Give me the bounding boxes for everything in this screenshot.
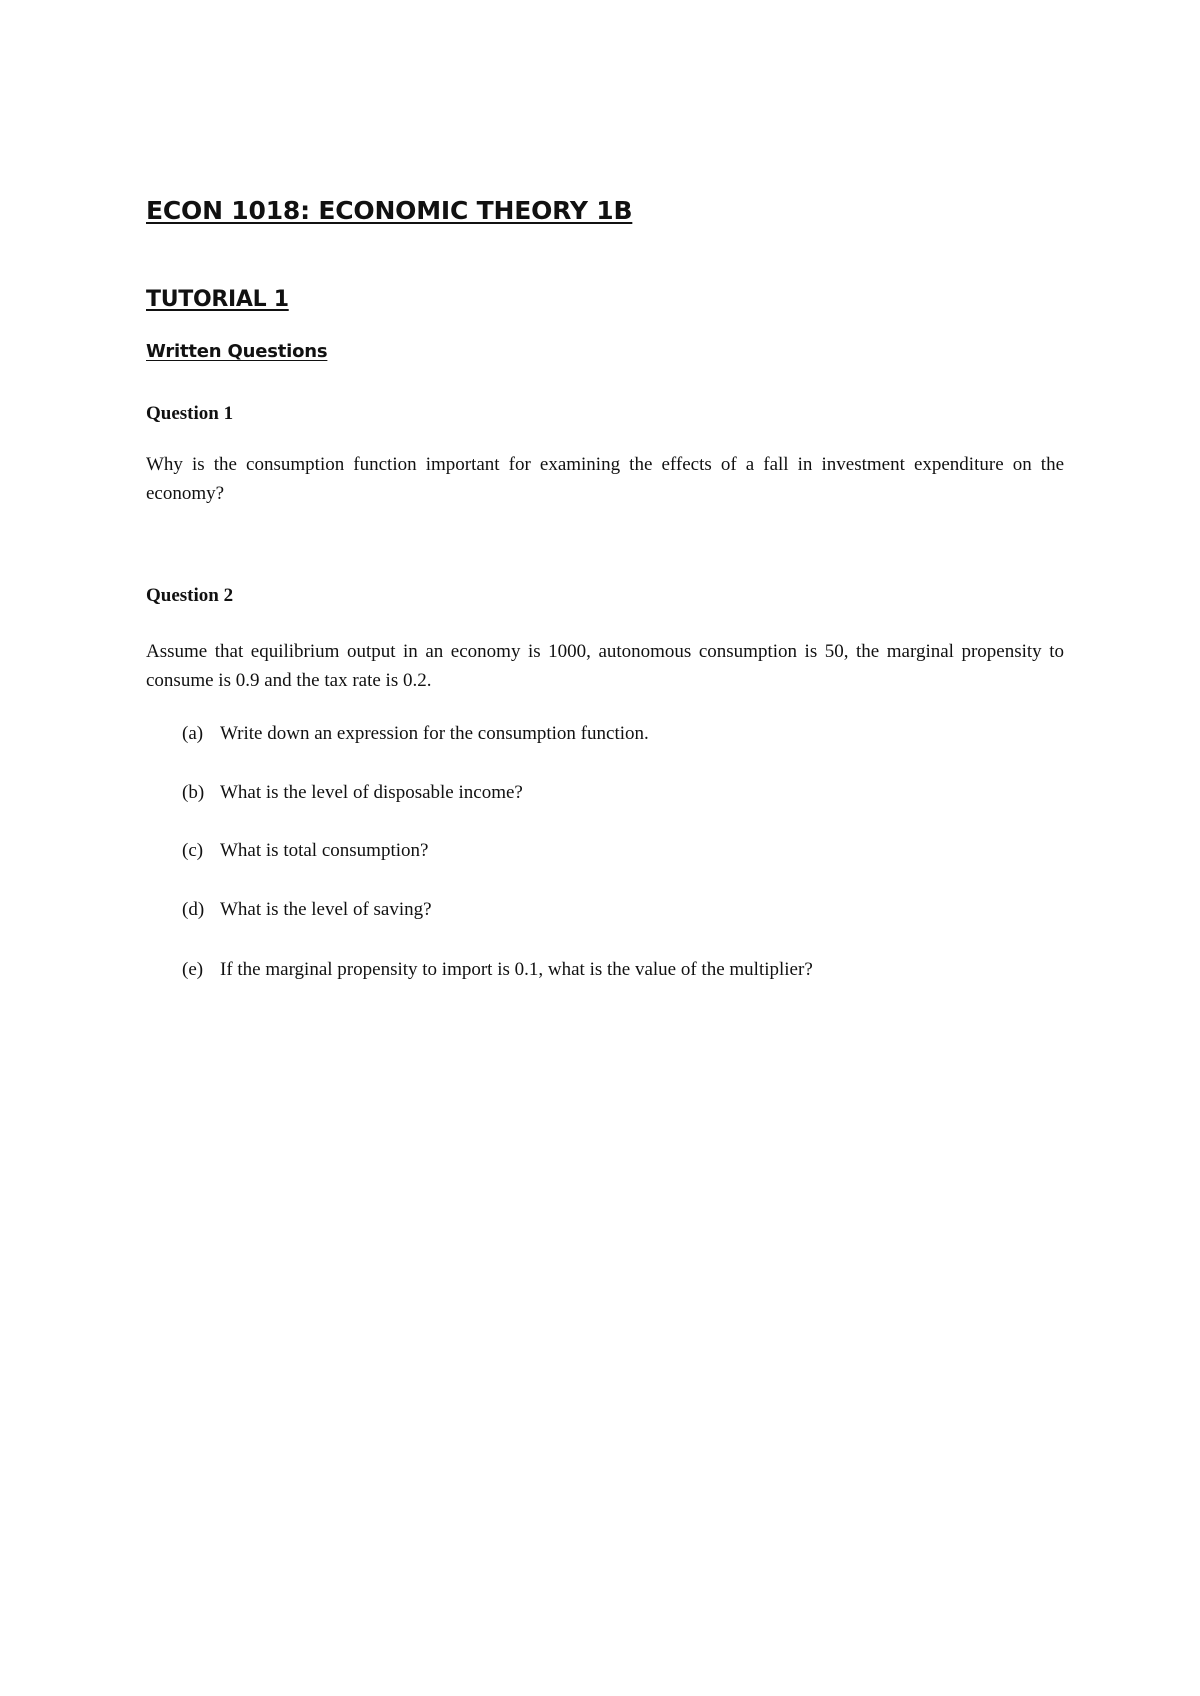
subquestion-a	[182, 723, 649, 745]
subquestion-text: If the marginal propensity to import is 0.1, what is the value of the multiplier?	[220, 959, 813, 980]
question-2-text: Assume that equilibrium output in an economy is 1000, autonomous consumption is 50, the marginal propensity to consume is 0.9 and the tax rate is 0.2.	[146, 641, 1064, 691]
course-title: ECON 1018: ECONOMIC THEORY 1B	[146, 196, 633, 225]
subquestion-marker: (b)	[182, 782, 205, 803]
subquestion-marker: (e)	[182, 959, 204, 980]
subquestion-text: What is the level of disposable income?	[220, 782, 523, 803]
question-2-heading: Question 2	[146, 585, 234, 606]
subquestion-b	[182, 782, 523, 804]
subquestion-marker: (a)	[182, 723, 204, 744]
subquestion-d	[182, 899, 432, 921]
subquestion-marker: (d)	[182, 899, 205, 920]
question-1-heading: Question 1	[146, 403, 234, 424]
subquestion-text: Write down an expression for the consumption function.	[220, 723, 649, 744]
subquestion-e	[182, 959, 813, 981]
question-1-text: Why is the consumption function important for examining the effects of a fall in investment expenditure on the economy?	[146, 454, 1064, 504]
subquestion-marker: (c)	[182, 840, 204, 861]
subquestion-text: What is total consumption?	[220, 840, 429, 861]
subquestion-text: What is the level of saving?	[220, 899, 432, 920]
section-title: Written Questions	[146, 341, 328, 362]
tutorial-title: TUTORIAL 1	[146, 287, 289, 312]
subquestion-c	[182, 840, 428, 862]
